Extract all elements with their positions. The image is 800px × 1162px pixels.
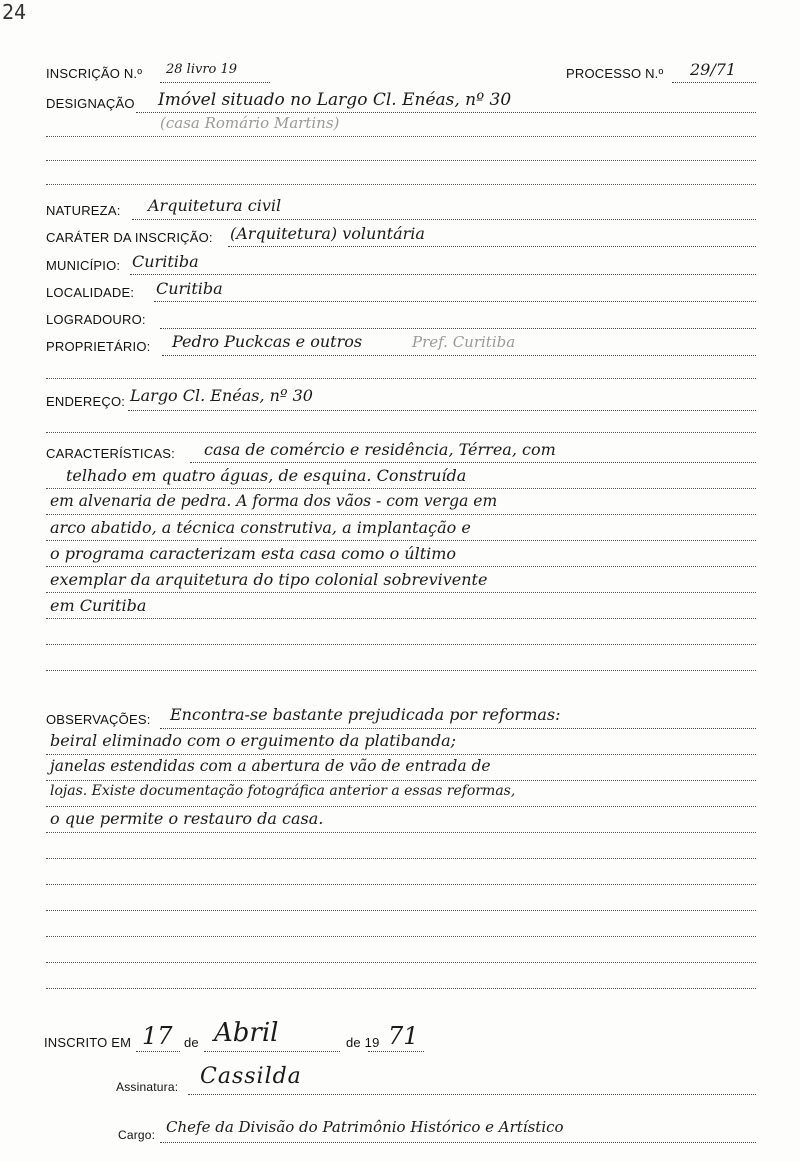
natureza-value: Arquitetura civil [148,196,282,215]
proprietario-value: Pedro Puckcas e outros [172,332,363,351]
ruled-line [46,644,756,645]
observacoes-line-4: lojas. Existe documentação fotográfica anterior a essas reformas, [50,783,516,799]
caracteristicas-line-3: em alvenaria de pedra. A forma dos vãos - com verga em [50,492,498,510]
municipio-label: MUNICÍPIO: [46,258,121,273]
ruled-line [46,936,756,937]
designacao-line [136,112,756,113]
signature: Cassilda [200,1064,302,1089]
ruled-line [46,566,756,567]
ruled-line [46,910,756,911]
ruled-line [46,514,756,515]
observacoes-line [160,728,756,729]
ruled-line [46,378,756,379]
inscrito-day: 17 [142,1022,173,1050]
page-number: 24 [2,0,27,24]
processo-label: PROCESSO N.º [566,66,664,81]
natureza-label: NATUREZA: [46,203,121,218]
ruled-line [46,754,756,755]
carater-value: (Arquitetura) voluntária [230,224,425,243]
designacao-label: DESIGNAÇÃO [46,96,135,111]
caracteristicas-line-2: telhado em quatro águas, de esquina. Construída [66,466,467,485]
cargo-label: Cargo: [118,1128,156,1142]
endereco-label: ENDEREÇO: [46,394,126,409]
endereco-line [128,410,756,411]
caracteristicas-line [190,462,756,463]
observacoes-line-2: beiral eliminado com o erguimento da platibanda; [50,731,457,750]
ruled-line [46,488,756,489]
caracteristicas-line-1: casa de comércio e residência, Térrea, com [204,440,556,459]
caracteristicas-line-5: o programa caracterizam esta casa como o último [50,544,457,563]
ruled-line [46,184,756,185]
caracteristicas-line-4: arco abatido, a técnica construtiva, a implantação e [50,518,471,537]
ruled-line [46,858,756,859]
inscrito-year-line [368,1051,424,1052]
endereco-value: Largo Cl. Enéas, nº 30 [130,386,313,405]
ruled-line [46,884,756,885]
caracteristicas-label: CARACTERÍSTICAS: [46,446,175,461]
inscrito-de-2: de 19 [346,1035,380,1050]
carater-label: CARÁTER DA INSCRIÇÃO: [46,230,213,245]
ruled-line [46,962,756,963]
ruled-line [46,806,756,807]
ruled-line [46,432,756,433]
observacoes-label: OBSERVAÇÕES: [46,712,151,727]
ruled-line [46,592,756,593]
ruled-line [46,540,756,541]
observacoes-line-1: Encontra-se bastante prejudicada por reformas: [170,705,561,724]
designacao-note: (casa Romário Martins) [160,114,340,132]
inscricao-line [160,82,270,83]
ruled-line [46,988,756,989]
carater-line [228,246,756,247]
observacoes-line-3: janelas estendidas com a abertura de vão de entrada de [50,757,491,775]
municipio-line [130,274,756,275]
inscrito-day-line [136,1051,180,1052]
logradouro-label: LOGRADOURO: [46,312,146,327]
cargo-value: Chefe da Divisão do Patrimônio Histórico e Artístico [166,1118,564,1136]
inscrito-year: 71 [388,1022,419,1050]
ruled-line [46,136,756,137]
ruled-line [46,670,756,671]
ruled-line [46,160,756,161]
ruled-line [46,780,756,781]
proprietario-note: Pref. Curitiba [412,333,516,351]
municipio-value: Curitiba [132,252,199,271]
ruled-line [46,832,756,833]
localidade-line [154,301,756,302]
natureza-line [132,219,756,220]
inscrito-label: INSCRITO EM [44,1035,132,1050]
inscricao-value: 28 livro 19 [166,62,238,77]
inscrito-month-line [204,1051,340,1052]
localidade-value: Curitiba [156,279,223,298]
designacao-value: Imóvel situado no Largo Cl. Enéas, nº 30 [158,90,512,110]
inscricao-label: INSCRIÇÃO N.º [46,66,143,81]
logradouro-line [160,328,756,329]
proprietario-line [162,355,756,356]
observacoes-line-5: o que permite o restauro da casa. [50,809,324,828]
proprietario-label: PROPRIETÁRIO: [46,339,151,354]
assinatura-line [188,1094,756,1095]
caracteristicas-line-6: exemplar da arquitetura do tipo colonial sobrevivente [50,570,488,589]
caracteristicas-line-7: em Curitiba [50,596,147,615]
assinatura-label: Assinatura: [116,1080,179,1094]
ruled-line [46,618,756,619]
inscrito-de-1: de [184,1035,199,1050]
processo-line [672,82,756,83]
inscrito-month: Abril [214,1018,279,1048]
processo-value: 29/71 [690,60,737,79]
cargo-line [160,1142,756,1143]
localidade-label: LOCALIDADE: [46,285,135,300]
